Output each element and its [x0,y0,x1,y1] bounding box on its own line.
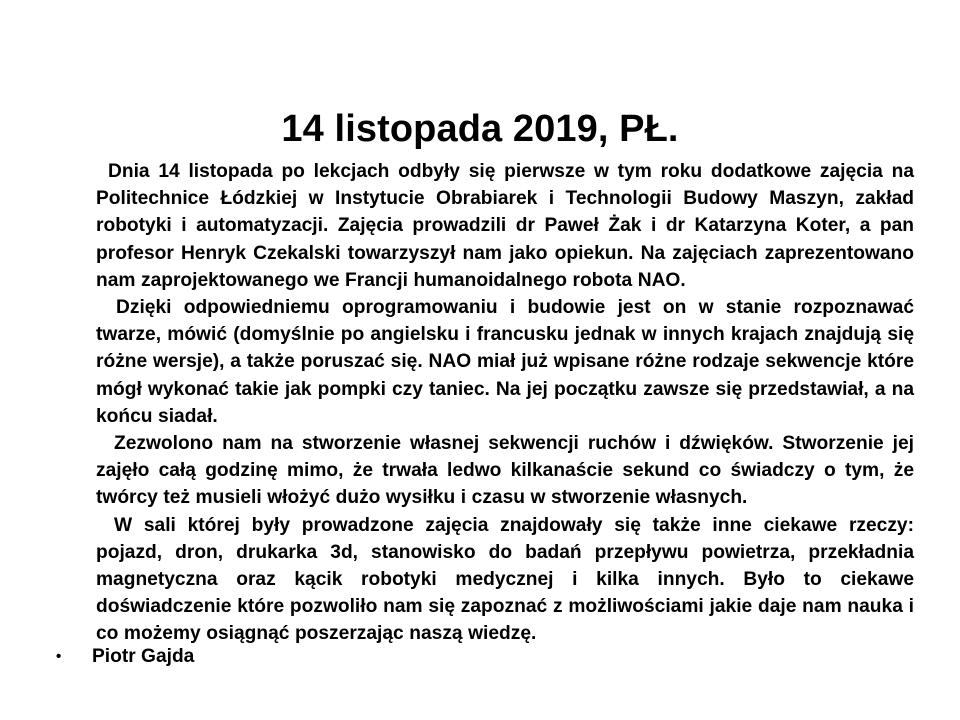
paragraph-3: Zezwolono nam na stworzenie własnej sekwencji ruchów i dźwięków. Stworzenie jej zajęło całą godzinę mimo, że trwała ledwo kilkanaście sekund co świadczy o tym, że twórcy też musieli włożyć dużo wysiłku i czasu w stworzenie własnych. [96,433,914,509]
paragraph-2: Dzięki odpowiedniemu oprogramowaniu i budowie jest on w stanie rozpoznawać twarze, mówić (domyślnie po angielsku i francusku jednak w innych krajach znajdują się różne wersje), a także poruszać się. NAO miał już wpisane różne rodzaje sekwencje które mógł wykonać takie jak pompki czy taniec. Na jej początku zawsze się przedstawiał, a na końcu siadał. [96,297,914,427]
paragraph-1: Dnia 14 listopada po lekcjach odbyły się pierwsze w tym roku dodatkowe zajęcia na Politechnice Łódzkiej w Instytucie Obrabiarek i Technologii Budowy Maszyn, zakład robotyki i automatyzacji. Zajęcia prowadzili dr Paweł Żak i dr Katarzyna Koter, a pan profesor Henryk Czekalski towarzyszył nam jako opiekun. Na zajęciach zaprezentowano nam zaprojektowanego we Francji humanoidalnego robota NAO. [96,161,914,291]
bullet-point-icon: • [56,648,62,665]
author-name: Piotr Gajda [92,646,195,667]
signature-bullet-list [52,644,912,670]
page-title: 14 listopada 2019, PŁ. [281,108,679,151]
body-text-block [96,158,914,648]
list-item [52,644,912,670]
paragraph-4: W sali której były prowadzone zajęcia znajdowały się także inne ciekawe rzeczy: pojazd, dron, drukarka 3d, stanowisko do badań przepływu powietrza, przekładnia magnetyczna oraz kącik robotyki medycznej i kilka innych. Było to ciekawe doświadczenie które pozwoliło nam się zapoznać z możliwościami jakie daje nam nauka i co możemy osiągnąć poszerzając naszą wiedzę. [96,514,914,645]
